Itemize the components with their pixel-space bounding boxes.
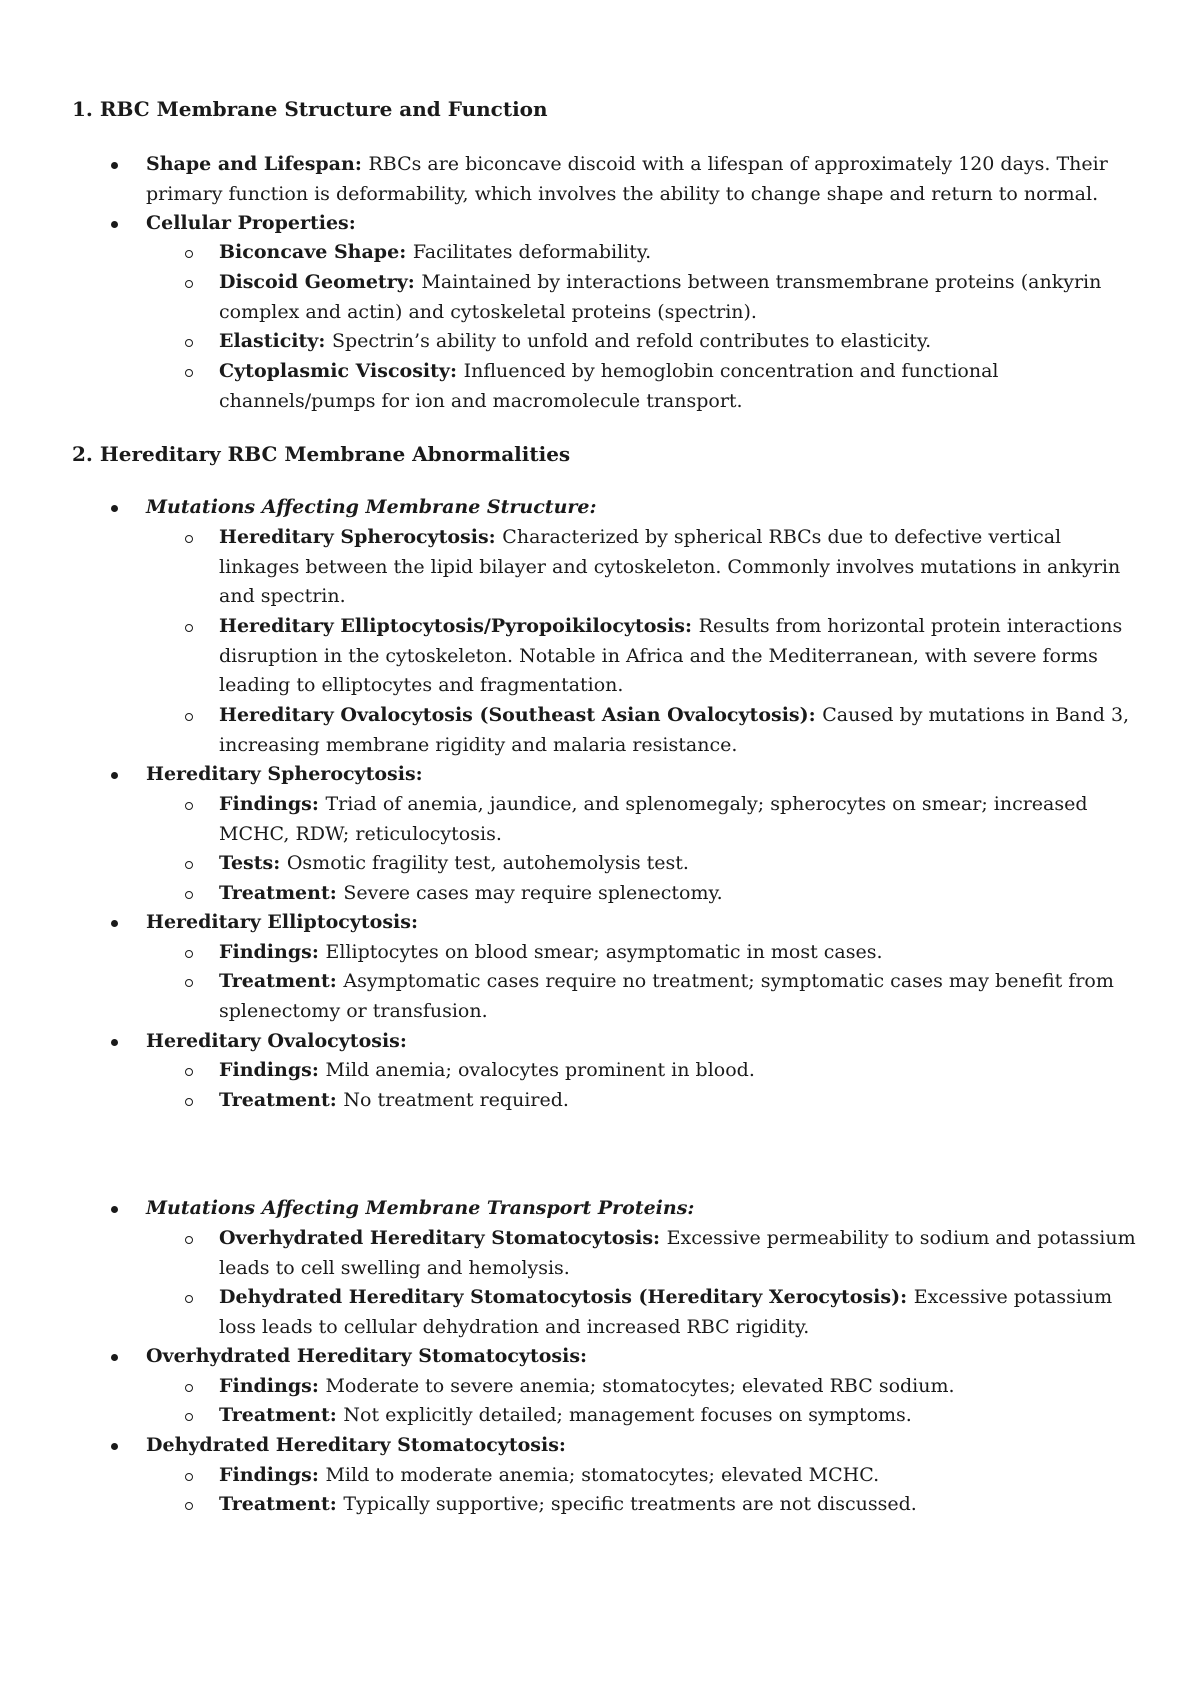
item-text: Elliptocytes on blood smear; asymptomatic in most cases. bbox=[325, 941, 883, 963]
item-term: Hereditary Ovalocytosis bbox=[146, 1030, 400, 1052]
sub-bullet-circle bbox=[185, 250, 193, 258]
item-sep: : bbox=[580, 1345, 588, 1367]
item-term: Hereditary Spherocytosis bbox=[146, 763, 416, 785]
item-term: Cytoplasmic Viscosity bbox=[219, 360, 450, 382]
item-text: Characterized by spherical RBCs due to defective vertical linkages between the lipid bilayer and cytoskeleton. Commonly involves mutations in ankyrin and spectrin. bbox=[219, 526, 1121, 607]
list-item bbox=[219, 938, 1136, 968]
item-sep: : bbox=[399, 1030, 407, 1052]
list-item bbox=[146, 1342, 1136, 1372]
item-term: Cellular Properties bbox=[146, 212, 349, 234]
bullet-dot bbox=[111, 162, 118, 169]
item-sep: : bbox=[311, 941, 326, 963]
sub-bullet-circle bbox=[185, 891, 193, 899]
list-item bbox=[219, 1283, 1136, 1342]
item-term: Treatment bbox=[219, 1493, 330, 1515]
list-item bbox=[146, 908, 1136, 938]
bullet-dot bbox=[111, 1443, 118, 1450]
item-text: Caused by mutations in Band 3, increasing membrane rigidity and malaria resistance. bbox=[219, 704, 1130, 756]
item-text: Triad of anemia, jaundice, and splenomegaly; spherocytes on smear; increased MCHC, RDW; reticulocytosis. bbox=[219, 793, 1088, 845]
item-term: Findings bbox=[219, 941, 312, 963]
sub-bullet-circle bbox=[185, 1236, 193, 1244]
item-term: Biconcave Shape bbox=[219, 241, 400, 263]
item-text: Excessive potassium loss leads to cellular dehydration and increased RBC rigidity. bbox=[219, 1286, 1113, 1338]
item-term: Hereditary Elliptocytosis/Pyropoikilocytosis bbox=[219, 615, 686, 637]
sub-bullet-circle bbox=[185, 979, 193, 987]
list-item bbox=[219, 1401, 1136, 1431]
item-term: Findings bbox=[219, 1464, 312, 1486]
list-item bbox=[219, 879, 1136, 909]
item-term: Overhydrated Hereditary Stomatocytosis bbox=[219, 1227, 654, 1249]
item-sep: : bbox=[273, 852, 287, 874]
list-item bbox=[219, 357, 1136, 416]
bullet-dot bbox=[111, 920, 118, 927]
sub-bullet-circle bbox=[185, 802, 193, 810]
item-text: Severe cases may require splenectomy. bbox=[343, 882, 723, 904]
item-term: Hereditary Spherocytosis bbox=[219, 526, 489, 548]
item-sep: : bbox=[410, 911, 418, 933]
list-item bbox=[219, 1224, 1136, 1283]
item-text: Spectrin’s ability to unfold and refold contributes to elasticity. bbox=[331, 330, 932, 352]
list-item bbox=[219, 612, 1136, 701]
sub-bullet-circle bbox=[185, 950, 193, 958]
item-sep: : bbox=[900, 1286, 914, 1308]
bullet-dot bbox=[111, 505, 118, 512]
item-sep: : bbox=[399, 241, 413, 263]
item-sep: : bbox=[329, 970, 344, 992]
item-term: Mutations Affecting Membrane Transport Proteins: bbox=[146, 1197, 695, 1219]
item-text: Mild anemia; ovalocytes prominent in blood. bbox=[325, 1059, 755, 1081]
item-sep: : bbox=[407, 271, 422, 293]
sub-bullet-circle bbox=[185, 369, 193, 377]
item-sep: : bbox=[311, 1059, 326, 1081]
item-sep: : bbox=[329, 1404, 344, 1426]
item-text: Influenced by hemoglobin concentration and functional channels/pumps for ion and macromolecule transport. bbox=[219, 360, 999, 412]
item-term: Hereditary Ovalocytosis (Southeast Asian Ovalocytosis) bbox=[219, 704, 809, 726]
item-term: Treatment bbox=[219, 1089, 330, 1111]
item-term: Findings bbox=[219, 1059, 312, 1081]
item-term: Findings bbox=[219, 793, 312, 815]
item-term: Discoid Geometry bbox=[219, 271, 408, 293]
section-2-heading: 2. Hereditary RBC Membrane Abnormalities bbox=[72, 442, 571, 466]
list-item bbox=[219, 238, 1136, 268]
list-item bbox=[219, 1056, 1136, 1086]
item-term: Shape and Lifespan bbox=[146, 153, 355, 175]
item-text: Results from horizontal protein interactions disruption in the cytoskeleton. Notable in Africa and the Mediterranean, with severe forms leading to elliptocytes and fragmentation. bbox=[219, 615, 1123, 696]
item-sep: : bbox=[415, 763, 423, 785]
sub-bullet-circle bbox=[185, 1384, 193, 1392]
item-sep: : bbox=[488, 526, 503, 548]
list-item bbox=[219, 849, 1136, 879]
item-sep: : bbox=[354, 153, 369, 175]
item-term: Treatment bbox=[219, 970, 330, 992]
item-text: No treatment required. bbox=[343, 1089, 569, 1111]
list-item bbox=[219, 523, 1136, 612]
bullet-dot bbox=[111, 1206, 118, 1213]
section-1-heading: 1. RBC Membrane Structure and Function bbox=[72, 97, 548, 121]
sub-bullet-circle bbox=[185, 1098, 193, 1106]
item-term: Treatment bbox=[219, 882, 330, 904]
item-sep: : bbox=[449, 360, 464, 382]
sub-bullet-circle bbox=[185, 535, 193, 543]
sub-bullet-circle bbox=[185, 1502, 193, 1510]
item-sep: : bbox=[311, 793, 326, 815]
list-item bbox=[146, 1431, 1136, 1461]
list-item bbox=[219, 1461, 1136, 1491]
item-sep: : bbox=[311, 1464, 326, 1486]
item-sep: : bbox=[685, 615, 699, 637]
sub-bullet-circle bbox=[185, 280, 193, 288]
item-text: Maintained by interactions between transmembrane proteins (ankyrin complex and actin) and cytoskeletal proteins (spectrin). bbox=[219, 271, 1102, 323]
item-term: Elasticity bbox=[219, 330, 319, 352]
item-term: Tests bbox=[219, 852, 274, 874]
bullet-dot bbox=[111, 1354, 118, 1361]
item-term: Treatment bbox=[219, 1404, 330, 1426]
sub-bullet-circle bbox=[185, 1295, 193, 1303]
sub-bullet-circle bbox=[185, 1068, 193, 1076]
item-sep: : bbox=[329, 1089, 344, 1111]
list-item bbox=[219, 1372, 1136, 1402]
list-item bbox=[219, 268, 1136, 327]
list-item bbox=[146, 760, 1136, 790]
list-item bbox=[146, 1194, 1136, 1224]
item-term: Findings bbox=[219, 1375, 312, 1397]
item-sep: : bbox=[653, 1227, 667, 1249]
item-text: Excessive permeability to sodium and potassium leads to cell swelling and hemolysis. bbox=[219, 1227, 1136, 1279]
item-text: Typically supportive; specific treatments are not discussed. bbox=[343, 1493, 917, 1515]
list-item bbox=[146, 209, 1136, 239]
list-item bbox=[219, 701, 1136, 760]
item-term: Mutations Affecting Membrane Structure: bbox=[146, 496, 597, 518]
item-sep: : bbox=[808, 704, 823, 726]
sub-bullet-circle bbox=[185, 624, 193, 632]
list-item bbox=[219, 790, 1136, 849]
sub-bullet-circle bbox=[185, 713, 193, 721]
item-text: Not explicitly detailed; management focuses on symptoms. bbox=[343, 1404, 912, 1426]
list-item bbox=[219, 967, 1136, 1026]
list-item bbox=[219, 1490, 1136, 1520]
item-term: Dehydrated Hereditary Stomatocytosis (Hereditary Xerocytosis) bbox=[219, 1286, 901, 1308]
bullet-dot bbox=[111, 772, 118, 779]
bullet-dot bbox=[111, 1039, 118, 1046]
list-item bbox=[146, 150, 1136, 209]
item-sep: : bbox=[318, 330, 332, 352]
bullet-dot bbox=[111, 221, 118, 228]
item-term: Hereditary Elliptocytosis bbox=[146, 911, 411, 933]
sub-bullet-circle bbox=[185, 1413, 193, 1421]
item-text: Asymptomatic cases require no treatment; symptomatic cases may benefit from splenectomy or transfusion. bbox=[219, 970, 1114, 1022]
item-sep: : bbox=[311, 1375, 326, 1397]
item-text: Facilitates deformability. bbox=[412, 241, 652, 263]
item-text: Moderate to severe anemia; stomatocytes; elevated RBC sodium. bbox=[325, 1375, 955, 1397]
item-sep: : bbox=[348, 212, 356, 234]
sub-bullet-circle bbox=[185, 861, 193, 869]
item-sep: : bbox=[329, 1493, 344, 1515]
item-text: Mild to moderate anemia; stomatocytes; elevated MCHC. bbox=[325, 1464, 880, 1486]
item-term: Overhydrated Hereditary Stomatocytosis bbox=[146, 1345, 581, 1367]
item-term: Dehydrated Hereditary Stomatocytosis: bbox=[146, 1434, 566, 1456]
sub-bullet-circle bbox=[185, 1473, 193, 1481]
list-item bbox=[146, 493, 1136, 523]
list-item bbox=[219, 1086, 1136, 1116]
sub-bullet-circle bbox=[185, 339, 193, 347]
item-sep: : bbox=[329, 882, 344, 904]
item-text: Osmotic fragility test, autohemolysis test. bbox=[286, 852, 689, 874]
list-item bbox=[146, 1027, 1136, 1057]
item-text: RBCs are biconcave discoid with a lifespan of approximately 120 days. Their primary function is deformability, which involves the ability to change shape and return to normal. bbox=[146, 153, 1108, 205]
list-item bbox=[219, 327, 1136, 357]
